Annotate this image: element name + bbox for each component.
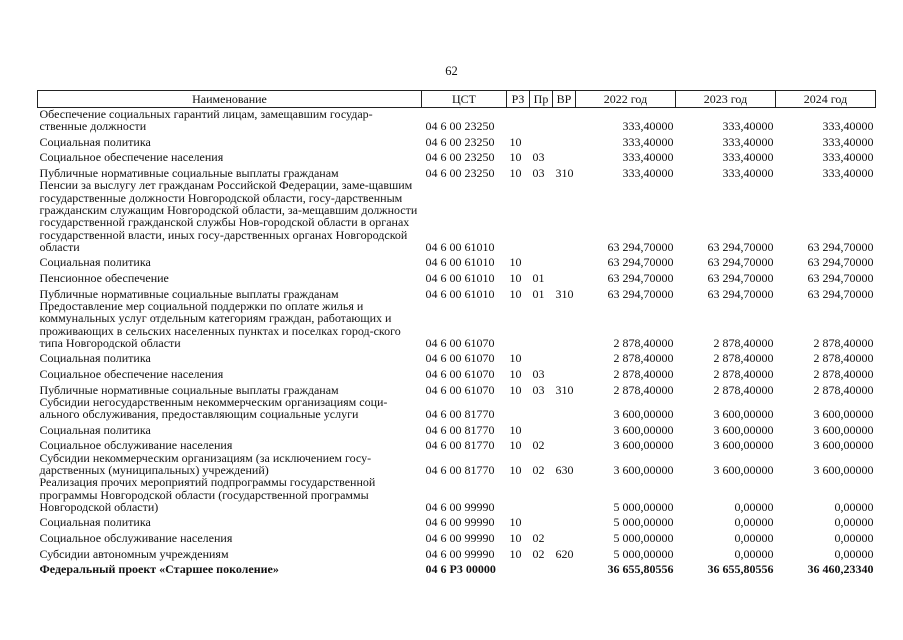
row-cst: 04 6 00 61070 [425,367,495,382]
table-row [38,164,876,180]
row-pr [530,253,553,269]
row-vr [553,513,576,529]
header-vr: ВР [553,91,576,108]
row-amount-2024: 63 294,70000 [807,239,874,254]
row-amount-2024: 0,00000 [834,546,874,561]
row-name: Субсидии автономным учреждениям [39,546,229,561]
row-amount-2022: 2 878,40000 [613,382,674,397]
row-name: Социальное обеспечение населения [39,367,224,382]
row-cst: 04 6 00 81770 [425,407,495,422]
header-name: Наименование [38,91,422,108]
row-amount-2023: 63 294,70000 [707,239,774,254]
row-amount-2023: 0,00000 [734,515,774,530]
row-amount-2024: 2 878,40000 [813,382,874,397]
row-name: Публичные нормативные социальные выплаты гражданам [39,286,339,301]
row-amount-2023: 0,00000 [734,546,774,561]
row-amount-2024: 2 878,40000 [813,351,874,366]
row-rz: 10 [509,367,522,382]
table-row [38,253,876,269]
row-pr [530,179,553,253]
row-rz: 10 [509,286,522,301]
table-row [38,284,876,300]
row-amount-2023: 3 600,00000 [713,407,774,422]
table-body [38,108,876,576]
row-amount-2023: 63 294,70000 [707,271,774,286]
row-amount-2022: 3 600,00000 [613,422,674,437]
row-pr [530,513,553,529]
row-name: Субсидии негосударственным некоммерческим организациям соци-ального обслуживания, предоставляющим социальные услуги [39,394,388,422]
row-amount-2022: 2 878,40000 [613,367,674,382]
row-vr [553,253,576,269]
table-row [38,365,876,381]
row-vr [553,300,576,349]
row-name: Социальное обслуживание населения [39,438,233,453]
row-amount-2024: 333,40000 [822,150,874,165]
table-row [38,452,876,477]
row-name: Реализация прочих мероприятий подпрограммы государственной программы Новгородской области (государственной программы Новгородской области) [39,475,376,514]
table-row [38,560,876,576]
row-pr [530,396,553,421]
table-header-row [38,91,876,108]
row-amount-2023: 63 294,70000 [707,255,774,270]
row-amount-2023: 2 878,40000 [713,382,774,397]
row-rz: 10 [509,150,522,165]
row-name: Социальная политика [39,134,151,149]
row-amount-2024: 3 600,00000 [813,462,874,477]
row-rz [507,300,530,349]
row-amount-2023: 36 655,80556 [707,562,774,577]
table-row [38,148,876,164]
row-pr: 03 [532,367,545,382]
row-amount-2022: 333,40000 [622,166,674,181]
row-name: Социальная политика [39,422,151,437]
row-vr [553,179,576,253]
row-rz: 10 [509,422,522,437]
row-pr [530,108,553,133]
row-name: Социальное обеспечение населения [39,150,224,165]
row-cst: 04 6 00 23250 [425,119,495,134]
row-vr [553,560,576,576]
row-amount-2022: 63 294,70000 [607,255,674,270]
row-rz: 10 [509,515,522,530]
row-vr [553,436,576,452]
row-vr [553,421,576,437]
row-pr: 03 [532,382,545,397]
row-cst: 04 6 00 61010 [425,286,495,301]
row-amount-2023: 333,40000 [722,119,774,134]
row-pr [530,349,553,365]
row-amount-2023: 333,40000 [722,150,774,165]
header-2022: 2022 год [576,91,676,108]
row-rz: 10 [509,255,522,270]
row-amount-2023: 2 878,40000 [713,351,774,366]
row-rz [507,108,530,133]
page-number: 62 [445,64,458,78]
row-rz: 10 [509,382,522,397]
row-amount-2024: 3 600,00000 [813,422,874,437]
row-cst: 04 6 00 23250 [425,134,495,149]
table-row [38,380,876,396]
row-vr [553,269,576,285]
row-pr: 02 [532,462,545,477]
row-name: Федеральный проект «Старшее поколение» [39,562,279,577]
row-amount-2024: 333,40000 [822,134,874,149]
row-amount-2022: 3 600,00000 [613,438,674,453]
table-row [38,436,876,452]
row-amount-2022: 333,40000 [622,119,674,134]
table-row [38,421,876,437]
row-pr [530,476,553,513]
row-name: Пенсионное обеспечение [39,271,169,286]
row-amount-2023: 0,00000 [734,531,774,546]
row-pr: 01 [532,286,545,301]
row-rz [507,476,530,513]
row-cst: 04 6 00 61010 [425,271,495,286]
row-amount-2024: 63 294,70000 [807,286,874,301]
row-amount-2022: 5 000,00000 [613,515,674,530]
row-rz: 10 [509,351,522,366]
row-amount-2024: 0,00000 [834,515,874,530]
row-amount-2022: 3 600,00000 [613,462,674,477]
row-cst: 04 6 00 61010 [425,239,495,254]
row-amount-2023: 3 600,00000 [713,462,774,477]
row-amount-2024: 333,40000 [822,119,874,134]
row-cst: 04 6 00 81770 [425,422,495,437]
row-pr [530,560,553,576]
row-vr [553,476,576,513]
row-pr: 03 [532,166,545,181]
row-amount-2023: 0,00000 [734,499,774,514]
row-cst: 04 6 00 81770 [425,462,495,477]
row-cst: 04 6 00 61070 [425,382,495,397]
row-vr [553,108,576,133]
row-amount-2022: 5 000,00000 [613,531,674,546]
row-vr: 310 [555,286,574,301]
row-name: Публичные нормативные социальные выплаты гражданам [39,382,339,397]
row-amount-2023: 2 878,40000 [713,367,774,382]
header-pr: Пр [530,91,553,108]
row-amount-2023: 3 600,00000 [713,422,774,437]
row-vr [553,148,576,164]
row-amount-2024: 63 294,70000 [807,271,874,286]
row-pr: 02 [532,546,545,561]
row-amount-2022: 333,40000 [622,150,674,165]
row-name: Пенсии за выслугу лет гражданам Российской Федерации, заме-щавшим государственные должности Новгородской области, госу-дарственным гражданским служащим Новгородской области, за-мещавшим должности государственной гражданской службы Нов-городской области в органах государственной власти, иных госу-дарственных органах Новгородской области [39,178,418,254]
row-cst: 04 6 00 99990 [425,546,495,561]
table-row [38,300,876,349]
row-pr: 02 [532,438,545,453]
table-row [38,108,876,133]
row-cst: 04 6 00 23250 [425,166,495,181]
row-amount-2022: 2 878,40000 [613,351,674,366]
table-row [38,396,876,421]
row-rz: 10 [509,271,522,286]
header-cst: ЦСТ [422,91,507,108]
row-cst: 04 6 00 61010 [425,255,495,270]
row-vr: 310 [555,382,574,397]
row-vr [553,133,576,149]
row-name: Публичные нормативные социальные выплаты гражданам [39,166,339,181]
row-amount-2022: 3 600,00000 [613,407,674,422]
row-rz: 10 [509,462,522,477]
row-vr [553,349,576,365]
row-vr [553,529,576,545]
row-vr: 310 [555,166,574,181]
row-vr: 620 [555,546,574,561]
row-amount-2022: 63 294,70000 [607,239,674,254]
row-pr [530,421,553,437]
row-rz [507,560,530,576]
row-amount-2023: 333,40000 [722,134,774,149]
header-2024: 2024 год [776,91,876,108]
row-amount-2022: 5 000,00000 [613,499,674,514]
table-row [38,349,876,365]
row-rz: 10 [509,134,522,149]
table-row [38,529,876,545]
row-cst: 04 6 00 61070 [425,351,495,366]
row-amount-2023: 63 294,70000 [707,286,774,301]
row-name: Обеспечение социальных гарантий лицам, замещавшим государ-ственные должности [39,107,373,134]
row-amount-2023: 2 878,40000 [713,335,774,350]
row-amount-2022: 5 000,00000 [613,546,674,561]
table-row [38,133,876,149]
row-pr: 02 [532,531,545,546]
row-pr [530,133,553,149]
row-amount-2024: 0,00000 [834,531,874,546]
row-amount-2022: 333,40000 [622,134,674,149]
row-cst: 04 6 00 81770 [425,438,495,453]
row-amount-2024: 2 878,40000 [813,367,874,382]
budget-table [37,90,876,576]
row-pr [530,300,553,349]
row-pr: 03 [532,150,545,165]
row-vr [553,365,576,381]
table-row [38,179,876,253]
table-row [38,544,876,560]
row-name: Социальная политика [39,255,151,270]
row-amount-2024: 0,00000 [834,499,874,514]
table-row [38,513,876,529]
row-rz [507,396,530,421]
row-name: Социальная политика [39,351,151,366]
row-name: Субсидии некоммерческим организациям (за исключением госу-дарственных (муниципальных) учреждений) [39,450,372,477]
row-amount-2024: 36 460,23340 [807,562,874,577]
row-amount-2024: 2 878,40000 [813,335,874,350]
row-vr [553,396,576,421]
row-amount-2022: 2 878,40000 [613,335,674,350]
row-amount-2024: 63 294,70000 [807,255,874,270]
row-amount-2022: 36 655,80556 [607,562,674,577]
row-pr: 01 [532,271,545,286]
row-name: Социальное обслуживание населения [39,531,233,546]
row-rz [507,179,530,253]
row-amount-2024: 3 600,00000 [813,438,874,453]
table-row [38,269,876,285]
row-name: Предоставление мер социальной поддержки по оплате жилья и коммунальных услуг отдельным категориям граждан, работающих и проживающих в сельских населенных пунктах и поселках город-ского типа Новгородской области [39,298,401,350]
row-rz: 10 [509,438,522,453]
row-name: Социальная политика [39,515,151,530]
row-cst: 04 6 00 99990 [425,499,495,514]
header-rz: РЗ [507,91,530,108]
row-amount-2024: 3 600,00000 [813,407,874,422]
row-cst: 04 6 00 23250 [425,150,495,165]
row-amount-2023: 3 600,00000 [713,438,774,453]
row-amount-2024: 333,40000 [822,166,874,181]
row-cst: 04 6 Р3 00000 [425,562,496,577]
row-rz: 10 [509,531,522,546]
row-amount-2023: 333,40000 [722,166,774,181]
row-cst: 04 6 00 61070 [425,335,495,350]
row-cst: 04 6 00 99990 [425,515,495,530]
table-row [38,476,876,513]
header-2023: 2023 год [676,91,776,108]
row-rz: 10 [509,166,522,181]
row-rz: 10 [509,546,522,561]
row-cst: 04 6 00 99990 [425,531,495,546]
row-amount-2022: 63 294,70000 [607,286,674,301]
row-amount-2022: 63 294,70000 [607,271,674,286]
row-vr: 630 [555,462,574,477]
